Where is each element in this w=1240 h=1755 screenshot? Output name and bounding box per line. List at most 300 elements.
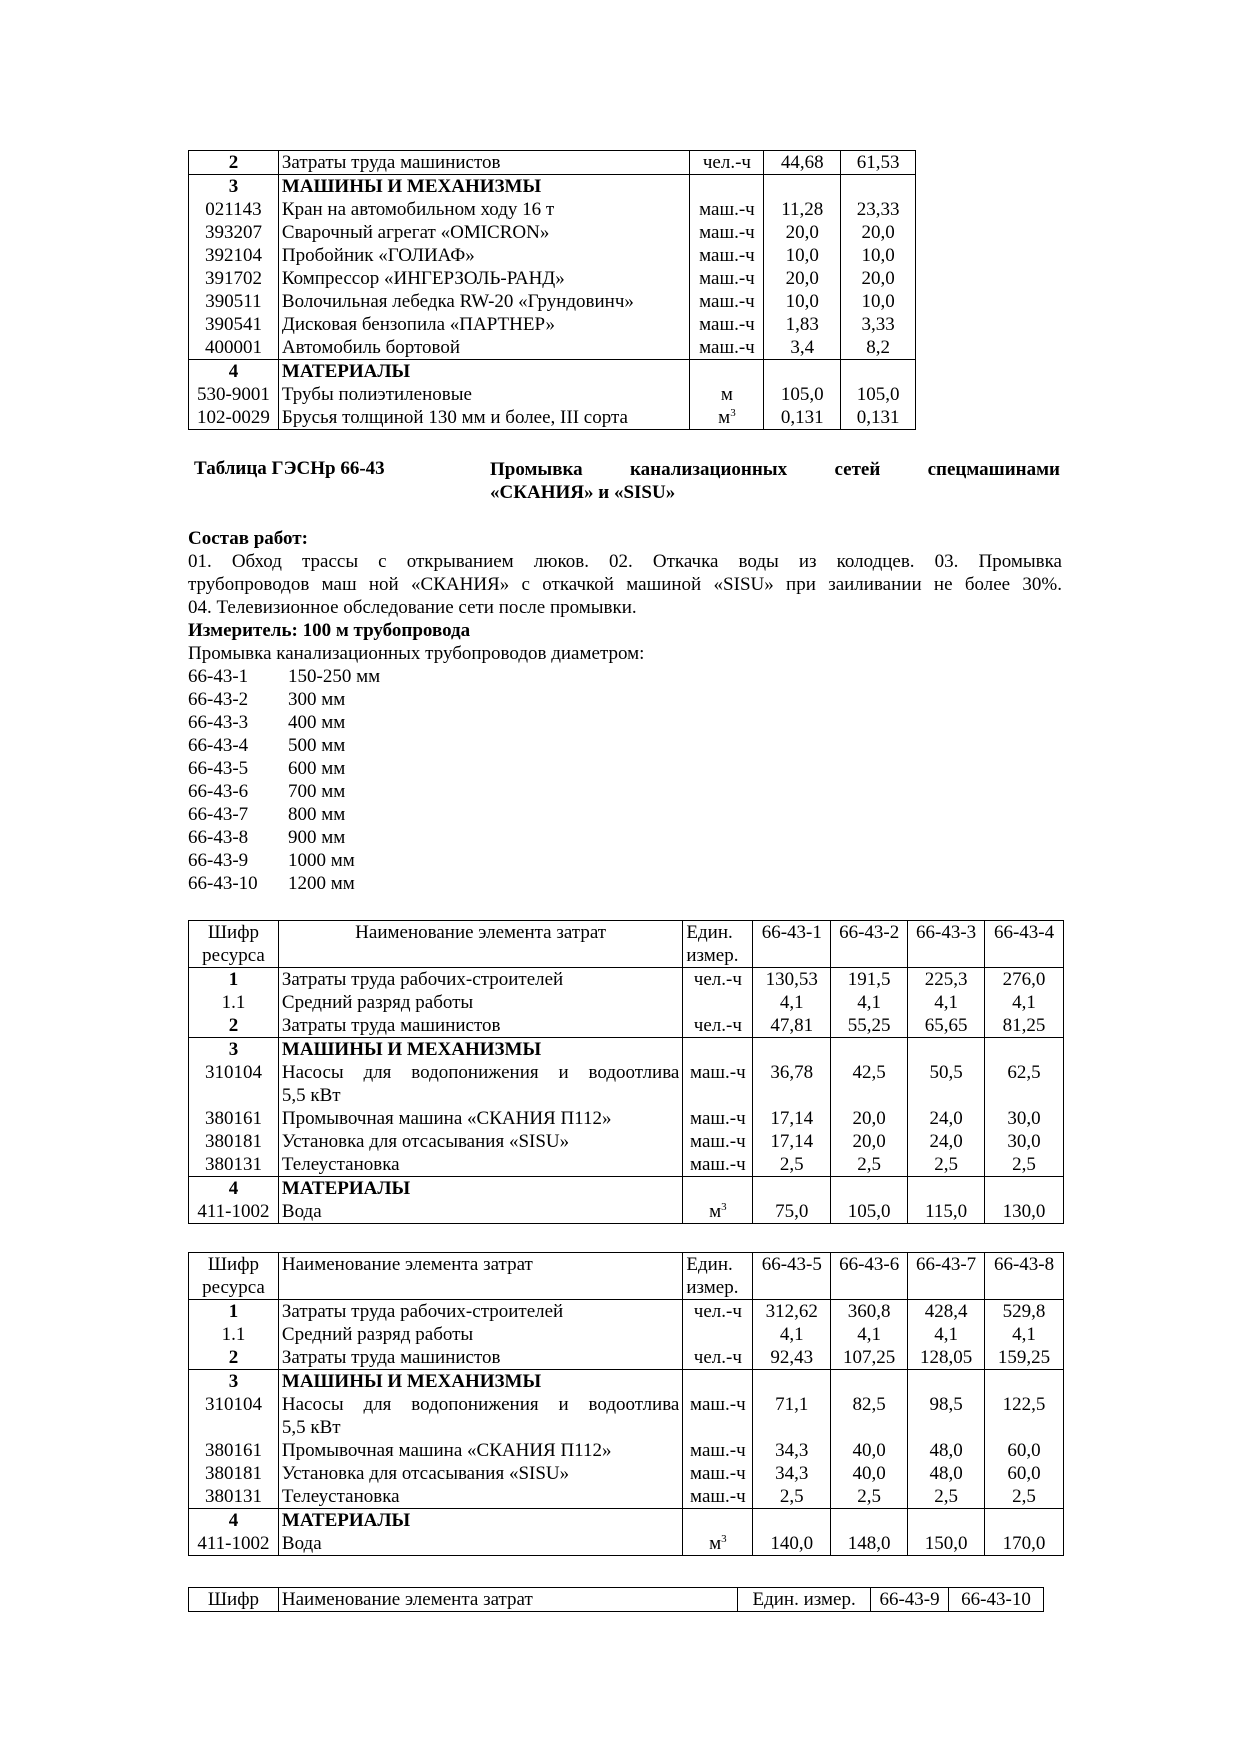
norm-value: 1,83 (764, 313, 841, 336)
header-col: 66-43-8 (985, 1253, 1064, 1300)
norm-value: 60,0 (985, 1462, 1064, 1485)
table-code: Таблица ГЭСНр 66-43 (194, 458, 385, 479)
norm-value (908, 1509, 985, 1533)
resource-code: 102-0029 (189, 406, 279, 430)
unit: чел.-ч (683, 1300, 753, 1324)
unit-base: м (709, 1201, 722, 1222)
unit: маш.-ч (683, 1107, 753, 1130)
norm-value: 2,5 (753, 1485, 831, 1509)
norm-value: 4,1 (753, 991, 831, 1014)
unit (690, 406, 764, 430)
norm-value (841, 175, 916, 199)
header-unit-line: измер. (686, 945, 739, 966)
norm-value: 4,1 (908, 1323, 985, 1346)
table-row (189, 151, 916, 175)
header-unit-line: измер. (686, 1277, 739, 1298)
norm-value: 3,4 (764, 336, 841, 360)
composition-line-3: 04. Телевизионное обследование сети после промывки. (188, 597, 637, 618)
norm-code: 66-43-7 (188, 804, 249, 825)
norm-value: 71,1 (753, 1393, 831, 1439)
norm-value: 4,1 (985, 1323, 1064, 1346)
composition-line-1: 01. Обход трассы с открыванием люков. 02. Откачка воды из колодцев. 03. Промывка (188, 551, 1062, 572)
norm-value: 225,3 (908, 968, 985, 992)
resource-name-line: Насосы для водопонижения и водоотлива (281, 1394, 680, 1415)
norm-value: 2,5 (831, 1485, 908, 1509)
norm-value (831, 1038, 908, 1062)
table-row (189, 1346, 1064, 1370)
norm-code-item (188, 757, 1062, 780)
norm-code: 66-43-6 (188, 781, 249, 802)
resource-name: МАТЕРИАЛЫ (278, 1509, 682, 1533)
resource-name: Средний разряд работы (278, 1323, 682, 1346)
header-code (189, 921, 279, 968)
resource-code: 1 (189, 1300, 279, 1324)
norm-value: 20,0 (831, 1130, 908, 1153)
resource-code: 310104 (189, 1393, 279, 1439)
unit (683, 1177, 753, 1201)
pipe-diameter: 700 мм (288, 781, 346, 802)
norms-table-1-4 (188, 920, 1064, 1224)
norm-value (985, 1177, 1064, 1201)
unit-base: м (718, 407, 731, 428)
header-col: 66-43-1 (753, 921, 831, 968)
resource-name: Волочильная лебедка RW-20 «Грундовинч» (278, 290, 690, 313)
header-col: 66-43-7 (908, 1253, 985, 1300)
norm-value: 4,1 (831, 991, 908, 1014)
header-name: Наименование элемента затрат (278, 921, 682, 968)
composition-label: Состав работ: (188, 528, 308, 549)
norm-value (831, 1509, 908, 1533)
norm-value: 44,68 (764, 151, 841, 175)
norm-value: 34,3 (753, 1439, 831, 1462)
resource-name: Затраты труда машинистов (278, 1346, 682, 1370)
resource-code: 392104 (189, 244, 279, 267)
norm-value: 148,0 (831, 1532, 908, 1556)
table-row (189, 1532, 1064, 1556)
table-row (189, 1014, 1064, 1038)
resource-name: МАТЕРИАЛЫ (278, 1177, 682, 1201)
norm-value (753, 1177, 831, 1201)
norm-value: 40,0 (831, 1462, 908, 1485)
norm-value: 2,5 (985, 1153, 1064, 1177)
header-code-line: Шифр (207, 922, 260, 943)
unit: маш.-ч (683, 1130, 753, 1153)
norm-value: 17,14 (753, 1107, 831, 1130)
resource-name-line: 5,5 кВт (281, 1417, 341, 1438)
resource-code: 411-1002 (189, 1532, 279, 1556)
table-row (189, 1153, 1064, 1177)
unit-power: 3 (721, 1533, 727, 1545)
norm-value: 115,0 (908, 1200, 985, 1224)
resource-code: 391702 (189, 267, 279, 290)
norm-value (985, 1370, 1064, 1394)
table-row (189, 1462, 1064, 1485)
work-composition (188, 527, 1062, 895)
table-row (189, 406, 916, 430)
unit (690, 360, 764, 384)
table-row (189, 1200, 1064, 1224)
norm-value: 75,0 (753, 1200, 831, 1224)
norm-value: 10,0 (764, 290, 841, 313)
header-unit-line: Един. (686, 922, 733, 943)
pipe-diameter: 500 мм (288, 735, 346, 756)
norm-value: 50,5 (908, 1061, 985, 1107)
norm-code-item (188, 849, 1062, 872)
table-row (189, 1393, 1064, 1439)
norm-code-list (188, 665, 1062, 895)
header-code-line: ресурса (202, 1277, 265, 1298)
table-row (189, 336, 916, 360)
norm-value: 55,25 (831, 1014, 908, 1038)
norm-code-item (188, 665, 1062, 688)
norm-value: 4,1 (985, 991, 1064, 1014)
resource-name: Кран на автомобильном ходу 16 т (278, 198, 690, 221)
norm-value: 105,0 (841, 383, 916, 406)
resource-code: 021143 (189, 198, 279, 221)
norm-value (831, 1370, 908, 1394)
norm-code: 66-43-5 (188, 758, 249, 779)
norm-value (753, 1509, 831, 1533)
resource-code: 1.1 (189, 991, 279, 1014)
norm-value: 98,5 (908, 1393, 985, 1439)
resource-name (278, 1061, 682, 1107)
norm-value: 130,0 (985, 1200, 1064, 1224)
resource-code: 393207 (189, 221, 279, 244)
table-row (189, 313, 916, 336)
resource-code: 530-9001 (189, 383, 279, 406)
header-unit (683, 1253, 753, 1300)
table-header-row (189, 1253, 1064, 1300)
norm-value: 130,53 (753, 968, 831, 992)
unit-power: 3 (721, 1201, 727, 1213)
norm-value: 36,78 (753, 1061, 831, 1107)
norm-value: 62,5 (985, 1061, 1064, 1107)
unit (683, 991, 753, 1014)
table-title-line-2: «СКАНИЯ» и «SISU» (490, 482, 676, 503)
resource-code: 1 (189, 968, 279, 992)
resource-name: Вода (278, 1200, 682, 1224)
resource-name: Сварочный агрегат «OMICRON» (278, 221, 690, 244)
resource-name: МАШИНЫ И МЕХАНИЗМЫ (278, 175, 690, 199)
norm-value: 30,0 (985, 1107, 1064, 1130)
resource-code: 2 (189, 151, 279, 175)
norm-value: 10,0 (764, 244, 841, 267)
unit: маш.-ч (690, 198, 764, 221)
norm-value: 20,0 (841, 267, 916, 290)
resource-name: Телеустановка (278, 1485, 682, 1509)
norm-value (764, 175, 841, 199)
unit: маш.-ч (690, 267, 764, 290)
unit (683, 1532, 753, 1556)
pipe-diameter: 150-250 мм (288, 666, 381, 687)
norm-value: 40,0 (831, 1439, 908, 1462)
norm-value (753, 1370, 831, 1394)
norm-value: 24,0 (908, 1130, 985, 1153)
header-col: 66-43-2 (831, 921, 908, 968)
table-title (490, 458, 1060, 504)
table-row (189, 991, 1064, 1014)
norm-value: 23,33 (841, 198, 916, 221)
resource-name: Брусья толщиной 130 мм и более, III сорта (278, 406, 690, 430)
norm-code: 66-43-8 (188, 827, 249, 848)
norm-value: 2,5 (831, 1153, 908, 1177)
norm-value: 20,0 (764, 267, 841, 290)
table-row (189, 968, 1064, 992)
header-col: 66-43-10 (949, 1588, 1044, 1612)
composition-line-2: трубопроводов маш ной «СКАНИЯ» с откачкой машиной «SISU» при заиливании не более 30%. (188, 574, 1062, 595)
resource-name: Установка для отсасывания «SISU» (278, 1130, 682, 1153)
norm-code: 66-43-4 (188, 735, 249, 756)
resource-name: Вода (278, 1532, 682, 1556)
resource-name: Автомобиль бортовой (278, 336, 690, 360)
resource-name-line: Насосы для водопонижения и водоотлива (281, 1062, 680, 1083)
norm-value: 428,4 (908, 1300, 985, 1324)
resource-code: 380161 (189, 1107, 279, 1130)
header-code (189, 1253, 279, 1300)
resource-code: 3 (189, 175, 279, 199)
unit: чел.-ч (683, 968, 753, 992)
norm-code: 66-43-2 (188, 689, 249, 710)
table-header-row (189, 1588, 1044, 1612)
norm-value: 60,0 (985, 1439, 1064, 1462)
table-row (189, 1370, 1064, 1394)
resource-name: Трубы полиэтиленовые (278, 383, 690, 406)
norm-value: 122,5 (985, 1393, 1064, 1439)
resource-name: Пробойник «ГОЛИАФ» (278, 244, 690, 267)
norm-value: 312,62 (753, 1300, 831, 1324)
header-unit-line: Един. (686, 1254, 733, 1275)
norm-value (908, 1370, 985, 1394)
norm-value: 20,0 (831, 1107, 908, 1130)
table-row (189, 290, 916, 313)
norm-value (841, 360, 916, 384)
norm-value: 107,25 (831, 1346, 908, 1370)
resources-table-continued (188, 150, 916, 430)
resource-code: 380131 (189, 1485, 279, 1509)
norm-value: 159,25 (985, 1346, 1064, 1370)
norm-value: 48,0 (908, 1439, 985, 1462)
unit-power: 3 (730, 407, 736, 419)
resource-name: МАШИНЫ И МЕХАНИЗМЫ (278, 1370, 682, 1394)
table-title-line-1: Промывка канализационных сетей спецмашинами (490, 459, 1060, 480)
norm-value: 2,5 (908, 1153, 985, 1177)
norm-value: 47,81 (753, 1014, 831, 1038)
norm-value (908, 1177, 985, 1201)
norm-value: 24,0 (908, 1107, 985, 1130)
header-code: Шифр (189, 1588, 279, 1612)
table-row (189, 198, 916, 221)
unit: маш.-ч (690, 313, 764, 336)
resource-code: 400001 (189, 336, 279, 360)
pipe-diameter: 1000 мм (288, 850, 355, 871)
norm-value: 105,0 (831, 1200, 908, 1224)
norm-code-item (188, 711, 1062, 734)
pipe-diameter: 800 мм (288, 804, 346, 825)
table-row (189, 1038, 1064, 1062)
unit: чел.-ч (683, 1014, 753, 1038)
header-name: Наименование элемента затрат (278, 1253, 682, 1300)
norm-value: 170,0 (985, 1532, 1064, 1556)
unit: маш.-ч (690, 221, 764, 244)
norm-value: 4,1 (908, 991, 985, 1014)
resource-code: 4 (189, 360, 279, 384)
table-row (189, 1485, 1064, 1509)
norm-code-item (188, 780, 1062, 803)
resource-code: 3 (189, 1370, 279, 1394)
norm-value: 0,131 (764, 406, 841, 430)
norm-value: 82,5 (831, 1393, 908, 1439)
table-row (189, 1439, 1064, 1462)
table-row (189, 1509, 1064, 1533)
norm-value: 48,0 (908, 1462, 985, 1485)
resource-name: МАШИНЫ И МЕХАНИЗМЫ (278, 1038, 682, 1062)
header-col: 66-43-4 (985, 921, 1064, 968)
norm-value: 81,25 (985, 1014, 1064, 1038)
unit: маш.-ч (683, 1153, 753, 1177)
table-row (189, 175, 916, 199)
table-row (189, 1061, 1064, 1107)
norm-value (985, 1038, 1064, 1062)
resource-name: Дисковая бензопила «ПАРТНЕР» (278, 313, 690, 336)
unit: чел.-ч (683, 1346, 753, 1370)
norm-value (985, 1509, 1064, 1533)
norms-table-9-10 (188, 1587, 1044, 1612)
norm-value: 276,0 (985, 968, 1064, 992)
resource-code: 1.1 (189, 1323, 279, 1346)
unit (683, 1370, 753, 1394)
table-row (189, 1107, 1064, 1130)
norm-code: 66-43-1 (188, 666, 249, 687)
resource-code: 4 (189, 1177, 279, 1201)
norm-code-item (188, 872, 1062, 895)
norm-value (753, 1038, 831, 1062)
norm-value: 20,0 (764, 221, 841, 244)
header-col: 66-43-3 (908, 921, 985, 968)
unit (683, 1038, 753, 1062)
unit: чел.-ч (690, 151, 764, 175)
norm-value: 34,3 (753, 1462, 831, 1485)
norm-value: 11,28 (764, 198, 841, 221)
header-code-line: ресурса (202, 945, 265, 966)
table-row (189, 244, 916, 267)
unit-of-measure: Измеритель: 100 м трубопровода (188, 620, 471, 641)
header-col: 66-43-9 (871, 1588, 949, 1612)
norm-value: 4,1 (831, 1323, 908, 1346)
norm-value: 3,33 (841, 313, 916, 336)
norm-code: 66-43-3 (188, 712, 249, 733)
norm-value: 30,0 (985, 1130, 1064, 1153)
diameter-intro: Промывка канализационных трубопроводов диаметром: (188, 643, 645, 664)
norm-code-item (188, 803, 1062, 826)
resource-code: 411-1002 (189, 1200, 279, 1224)
resource-name: Затраты труда машинистов (278, 1014, 682, 1038)
resource-name: Компрессор «ИНГЕРЗОЛЬ-РАНД» (278, 267, 690, 290)
table-row (189, 267, 916, 290)
resource-name: Затраты труда машинистов (278, 151, 690, 175)
resource-code: 390511 (189, 290, 279, 313)
norm-value: 2,5 (908, 1485, 985, 1509)
unit: м (690, 383, 764, 406)
unit: маш.-ч (690, 244, 764, 267)
norm-value: 128,05 (908, 1346, 985, 1370)
norm-value: 529,8 (985, 1300, 1064, 1324)
norm-value: 10,0 (841, 244, 916, 267)
norm-value: 61,53 (841, 151, 916, 175)
table-row (189, 383, 916, 406)
norm-value: 92,43 (753, 1346, 831, 1370)
resource-code: 390541 (189, 313, 279, 336)
unit (683, 1200, 753, 1224)
norm-value: 140,0 (753, 1532, 831, 1556)
header-col: 66-43-6 (831, 1253, 908, 1300)
norm-value: 191,5 (831, 968, 908, 992)
resource-name: Установка для отсасывания «SISU» (278, 1462, 682, 1485)
pipe-diameter: 400 мм (288, 712, 346, 733)
header-unit (683, 921, 753, 968)
resource-code: 2 (189, 1014, 279, 1038)
pipe-diameter: 1200 мм (288, 873, 355, 894)
resource-name-line: 5,5 кВт (281, 1085, 341, 1106)
resource-name (278, 1393, 682, 1439)
resource-name: Промывочная машина «СКАНИЯ П112» (278, 1439, 682, 1462)
norm-code: 66-43-10 (188, 873, 258, 894)
norm-code-item (188, 826, 1062, 849)
header-col: 66-43-5 (753, 1253, 831, 1300)
norm-value: 150,0 (908, 1532, 985, 1556)
unit: маш.-ч (683, 1485, 753, 1509)
norm-value: 42,5 (831, 1061, 908, 1107)
norm-value (764, 360, 841, 384)
unit (683, 1323, 753, 1346)
norm-value: 2,5 (753, 1153, 831, 1177)
unit: маш.-ч (690, 290, 764, 313)
resource-name: Затраты труда рабочих-строителей (278, 1300, 682, 1324)
resource-code: 2 (189, 1346, 279, 1370)
resource-name: Затраты труда рабочих-строителей (278, 968, 682, 992)
norm-code: 66-43-9 (188, 850, 249, 871)
norm-code-item (188, 734, 1062, 757)
header-code-line: Шифр (207, 1254, 260, 1275)
norm-code-item (188, 688, 1062, 711)
resource-name: Промывочная машина «СКАНИЯ П112» (278, 1107, 682, 1130)
norm-value (831, 1177, 908, 1201)
table-row (189, 1130, 1064, 1153)
norm-value: 65,65 (908, 1014, 985, 1038)
header-name: Наименование элемента затрат (278, 1588, 737, 1612)
norm-value: 17,14 (753, 1130, 831, 1153)
unit: маш.-ч (683, 1462, 753, 1485)
header-unit: Един. измер. (738, 1588, 871, 1612)
norm-value: 105,0 (764, 383, 841, 406)
table-header-row (189, 921, 1064, 968)
norm-value: 360,8 (831, 1300, 908, 1324)
norms-table-5-8 (188, 1252, 1064, 1556)
unit: маш.-ч (683, 1393, 753, 1439)
table-row (189, 360, 916, 384)
unit (690, 175, 764, 199)
resource-code: 380181 (189, 1462, 279, 1485)
unit-base: м (709, 1533, 722, 1554)
table-row (189, 1177, 1064, 1201)
norm-value: 4,1 (753, 1323, 831, 1346)
resource-code: 380131 (189, 1153, 279, 1177)
resource-name: МАТЕРИАЛЫ (278, 360, 690, 384)
resource-code: 380161 (189, 1439, 279, 1462)
pipe-diameter: 900 мм (288, 827, 346, 848)
resource-name: Средний разряд работы (278, 991, 682, 1014)
pipe-diameter: 600 мм (288, 758, 346, 779)
resource-name: Телеустановка (278, 1153, 682, 1177)
